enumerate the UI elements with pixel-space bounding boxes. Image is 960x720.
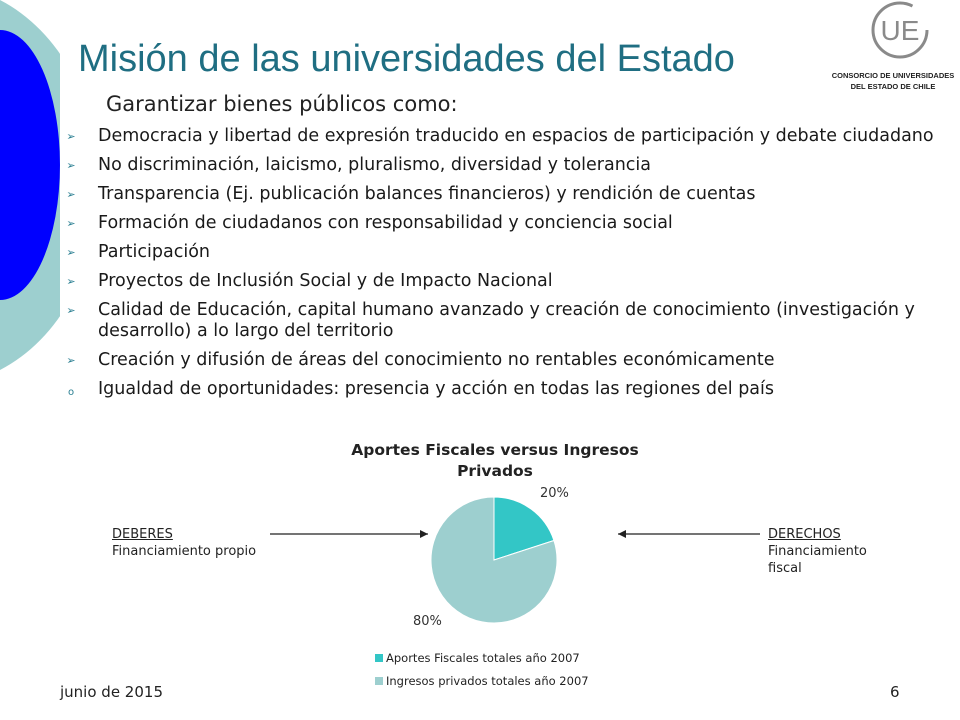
legend-swatch-fiscal	[375, 654, 383, 662]
bullet-text: Creación y difusión de áreas del conocimiento no rentables económicamente	[98, 350, 775, 370]
arrow-bullet-icon: ➢	[66, 217, 76, 230]
bullet-text: Proyectos de Inclusión Social y de Impacto Nacional	[98, 271, 553, 291]
bullet-text: Formación de ciudadanos con responsabilidad y conciencia social	[98, 213, 673, 233]
legend-swatch-private	[375, 677, 383, 685]
right-note-text-1: Financiamiento	[768, 544, 867, 559]
arrow-left-to-chart	[270, 530, 428, 538]
bullet-text: Participación	[98, 242, 211, 262]
slide-title: Misión de las universidades del Estado	[78, 38, 735, 80]
page-number: 6	[890, 683, 900, 701]
legend-label-private: Ingresos privados totales año 2007	[386, 674, 589, 688]
legend-item-private	[375, 674, 589, 688]
left-note-heading: DEBERES	[112, 527, 173, 542]
bullet-text: Calidad de Educación, capital humano avanzado y creación de conocimiento (investigación y desarrollo) a lo largo del territorio	[98, 300, 915, 341]
slide-subtitle: Garantizar bienes públicos como:	[106, 92, 458, 116]
arrow-bullet-icon: ➢	[66, 304, 76, 317]
chart-legend	[375, 651, 589, 688]
arrow-bullet-icon: ➢	[66, 159, 76, 172]
left-note-text: Financiamiento propio	[112, 544, 257, 559]
arrow-bullet-icon: ➢	[66, 188, 76, 201]
legend-item-fiscal	[375, 651, 589, 665]
arrow-bullet-icon: ➢	[66, 130, 76, 143]
logo-line-1: CONSORCIO DE UNIVERSIDADES	[831, 71, 955, 80]
right-note-heading: DERECHOS	[768, 527, 841, 542]
circle-bullet-icon: o	[67, 387, 75, 398]
chart-title-line-2: Privados	[457, 462, 533, 480]
bullet-text: Democracia y libertad de expresión traducido en espacios de participación y debate ciudadano	[98, 126, 934, 146]
right-note-text-2: fiscal	[768, 561, 802, 576]
bullet-text: Igualdad de oportunidades: presencia y acción en todas las regiones del país	[98, 379, 775, 399]
slice-label-fiscal: 20%	[540, 486, 569, 501]
logo-initials: UE	[880, 15, 920, 46]
legend-label-fiscal: Aportes Fiscales totales año 2007	[386, 651, 580, 665]
right-note	[768, 526, 867, 577]
arrow-right-to-chart	[618, 530, 760, 538]
bullet-text: Transparencia (Ej. publicación balances financieros) y rendición de cuentas	[98, 184, 756, 204]
bullet-text: No discriminación, laicismo, pluralismo, diversidad y tolerancia	[98, 155, 651, 175]
left-note	[112, 526, 256, 560]
arrow-bullet-icon: ➢	[66, 354, 76, 367]
logo-line-2: DEL ESTADO DE CHILE	[850, 82, 936, 91]
slice-label-private: 80%	[413, 614, 442, 629]
arrow-bullet-icon: ➢	[66, 246, 76, 259]
footer-date: junio de 2015	[60, 683, 163, 701]
chart-title-line-1: Aportes Fiscales versus Ingresos	[351, 441, 639, 459]
arrow-bullet-icon: ➢	[66, 275, 76, 288]
